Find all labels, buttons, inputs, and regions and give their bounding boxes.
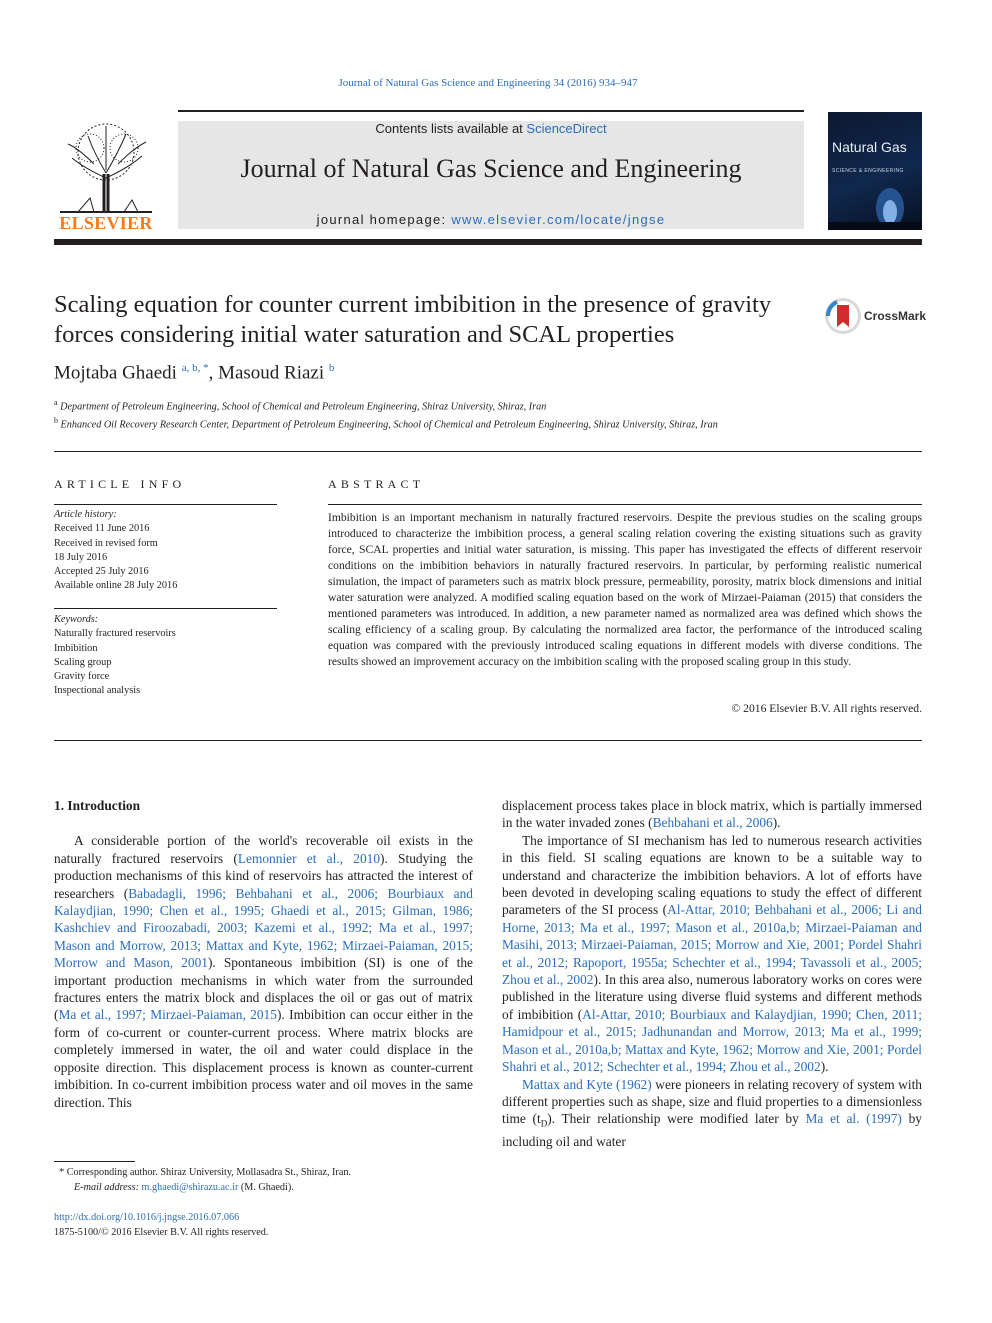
affiliation-mark: b [54,416,58,426]
sciencedirect-link[interactable]: ScienceDirect [526,121,607,136]
email-label: E-mail address: [74,1182,142,1193]
paragraph [502,832,922,1076]
history-label: Article history: [54,509,117,520]
homepage-line [178,212,804,227]
citation-link[interactable]: Lemonnier et al., 2010 [237,850,381,866]
affiliation-a [54,396,814,414]
citation-link[interactable]: Al-Attar, 2010; Behbahani et al., 2006; Li and Horne, 2013; Ma et al., 1997; Mason et al., 2010a,b; Mirzaei-Paiaman and Masihi, 2013; Mirzaei-Paiaman, 2015; Morrow and Xie, 2001; Pordel Shahri et al., 2012; Rapoport, 1955a; Schechter et al., 1994; Tavassoli et al., 2005; Zhou et al., 2002 [502,902,922,988]
citation-link[interactable]: Mattax and Kyte (1962) [522,1076,652,1092]
doi-link[interactable]: http://dx.doi.org/10.1016/j.jngse.2016.07.066 [54,1212,240,1223]
cover-flame-image [828,174,922,230]
text: ). [820,1059,829,1075]
cover-title: Natural Gas [832,139,907,155]
keyword: Imbibition [54,642,98,654]
homepage-prefix: journal homepage: [316,212,452,227]
text: ). In this area also, numerous laboratory works on cores were published in the literature using diverse fluid systems and different methods of imbibition ( [502,972,922,1022]
footnotes [54,1165,473,1195]
text: A considerable portion of the world's recoverable oil exists in the naturally fractured reservoirs ( [54,833,473,866]
keyword: Naturally fractured reservoirs [54,628,176,640]
citation-link[interactable]: Ma et al. (1997) [805,1111,902,1127]
citation-link[interactable]: Babadagli, 1996; Behbahani et al., 2006; Bourbiaux and Kalaydjian, 1990; Chen et al., 1995; Ghaedi et al., 2015; Gilman, 1986; Kashchiev and Firoozabadi, 2003; Kazemi et al., 1992; Ma et al., 1997; Mason and Morrow, 2013; Mattax and Kyte, 1962; Mirzaei-Paiaman, 2015; Morrow and Mason, 2001 [54,885,473,971]
journal-cover-thumbnail[interactable] [828,112,922,230]
issn-line: 1875-5100/© 2016 Elsevier B.V. All rights reserved. [54,1227,269,1238]
journal-title: Journal of Natural Gas Science and Engineering [240,154,742,183]
abstract-text: Imbibition is an important mechanism in naturally fractured reservoirs. Despite the previous studies on the scaling groups introduced to characterize the imbibition process, a general scaling relation covering the existing situations such as gravity force, SCAL properties and initial water saturation, is missing. This paper has investigated the effects of different reservoir conditions on the imbibition behaviors in naturally fractured reservoirs. In particular, by performing realistic numerical simulation, the impact of parameters such as matrix block pressure, permeability, porosity, matrix block dimensions and initial water saturation were analyzed. A modified scaling equation based on the work of Mirzaei-Paiaman (2015) that considers the mentioned parameters was introduced. In addition, a new parameter named as normalized area was defined which shows the scaling efficiency of a scaling group. By calculating the normalized area factor, the performance of the introduced scaling equation was compared with the previously introduced scaling equations in different models with diverse conditions. The results showed an improvement accuracy on the imbibition scaling with the proposed scaling group in this study. [328,511,922,668]
footnote-rule [54,1161,135,1162]
paragraph [502,1076,922,1151]
history-item: 18 July 2016 [54,551,108,563]
footnote-star: * [59,1167,65,1178]
divider [54,504,277,505]
divider [328,504,922,505]
body-right-column [502,797,922,1151]
divider [54,740,922,741]
history-item: Received 11 June 2016 [54,523,150,535]
text: ). Spontaneous imbibition (SI) is one of the important production mechanisms in which water from the surrounded fractures enters the matrix block and displaces the oil or gas out of matrix ( [54,955,473,1023]
crossmark-icon [824,297,862,335]
text: ). Studying the production mechanisms of this kind of reservoirs has attracted the interest of researchers ( [54,850,473,901]
history-item: Accepted 25 July 2016 [54,566,149,578]
affiliations [54,396,814,433]
header-rule [178,110,804,112]
affiliation-text: Enhanced Oil Recovery Research Center, Department of Petroleum Engineering, School of Chemical and Petroleum Engineering, Shiraz University, Shiraz, Iran [60,419,718,431]
abstract-heading: ABSTRACT [328,477,425,491]
article-info-heading: ARTICLE INFO [54,477,186,491]
doi-block [54,1210,473,1240]
keyword: Scaling group [54,656,112,668]
header-thick-rule [54,239,922,245]
author-name[interactable]: Mojtaba Ghaedi [54,362,177,384]
elsevier-logo[interactable] [54,118,158,234]
text: (M. Ghaedi). [238,1182,294,1193]
subscript: D [540,1118,548,1129]
journal-citation[interactable]: Journal of Natural Gas Science and Engineering 34 (2016) 934–947 [338,77,638,89]
section-heading: 1. Introduction [54,798,141,813]
keywords-label: Keywords: [54,614,99,625]
keyword: Gravity force [54,671,110,683]
paragraph [54,832,473,1111]
corresponding-author-note [54,1165,473,1180]
text: ). Imbibition can occur either in the form of co-current or counter-current process. Where matrix blocks are completely immersed in water, the oil and water could displace in the opposite direction. This displacement process is known as counter-current imbibition. In co-current imbibition process water and oil moves in the same direction. This [54,1007,473,1110]
affiliation-b [54,414,814,432]
author-affiliation-marks[interactable]: a, b, * [181,362,209,374]
affiliation-text: Department of Petroleum Engineering, School of Chemical and Petroleum Engineering, Shiraz University, Shiraz, Iran [60,401,547,413]
history-item: Available online 28 July 2016 [54,580,178,592]
crossmark-label: CrossMark [864,309,927,323]
citation-link[interactable]: Al-Attar, 2010; Bourbiaux and Kalaydjian, 1990; Chen, 2011; Hamidpour et al., 2015; Jadhunandan and Morrow, 2013; Ma et al., 1999; Mason et al., 2010a,b; Mattax and Kyte, 1962; Morrow and Xie, 2001; Pordel Shahri et al., 2012; Schechter et al., 1994; Zhou et al., 2002 [502,1006,922,1075]
author-affiliation-marks[interactable]: b [328,362,335,374]
contents-prefix: Contents lists available at [375,121,527,136]
journal-banner [178,121,804,229]
cover-subtitle: SCIENCE & ENGINEERING [832,168,904,174]
citation-link[interactable]: Behbahani et al., 2006 [652,815,773,831]
affiliation-mark: a [54,398,58,407]
text: displacement process takes place in block matrix, which is partially immersed in the water invaded zones ( [502,798,922,831]
homepage-link[interactable]: www.elsevier.com/locate/jngse [451,212,666,227]
text: ). Their relationship were modified later by [547,1111,806,1127]
author-name[interactable]: Masoud Riazi [218,362,325,384]
contents-line [178,121,804,136]
article-title: Scaling equation for counter current imbibition in the presence of gravity forces considering initial water saturation and SCAL properties [54,291,772,348]
text: Corresponding author. Shiraz University, Mollasadra St., Shiraz, Iran. [66,1167,351,1178]
text: ). [772,815,781,831]
elsevier-tree-icon [54,118,158,214]
divider [54,451,922,452]
text: were pioneers in relating recovery of system with different properties such as shape, size and fluid properties to a dimensionless time (t [502,1076,922,1127]
keyword: Inspectional analysis [54,685,141,697]
email-link[interactable]: m.ghaedi@shirazu.ac.ir [141,1182,239,1193]
text: The importance of SI mechanism has led to numerous research activities in this field. SI scaling equations are known to be a suitable way to understand and characterize the imbibition behaviors. A lot of efforts have been devoted in developing scaling equations to study the effect of different parameters of the SI process ( [502,832,922,918]
keywords [54,613,277,699]
paragraph [502,797,922,832]
email-note [54,1180,473,1195]
author-separator: , [208,362,219,384]
divider [54,608,277,609]
history-item: Received in revised form [54,537,158,549]
citation-link[interactable]: Ma et al., 1997; Mirzaei-Paiaman, 2015 [58,1007,277,1023]
author-list [54,362,334,384]
crossmark-badge[interactable] [824,297,927,335]
body-left-column [54,797,473,1111]
abstract-copyright: © 2016 Elsevier B.V. All rights reserved. [731,702,922,715]
text: by including oil and water [502,1111,922,1150]
article-history [54,508,277,594]
publisher-name: ELSEVIER [59,213,153,233]
